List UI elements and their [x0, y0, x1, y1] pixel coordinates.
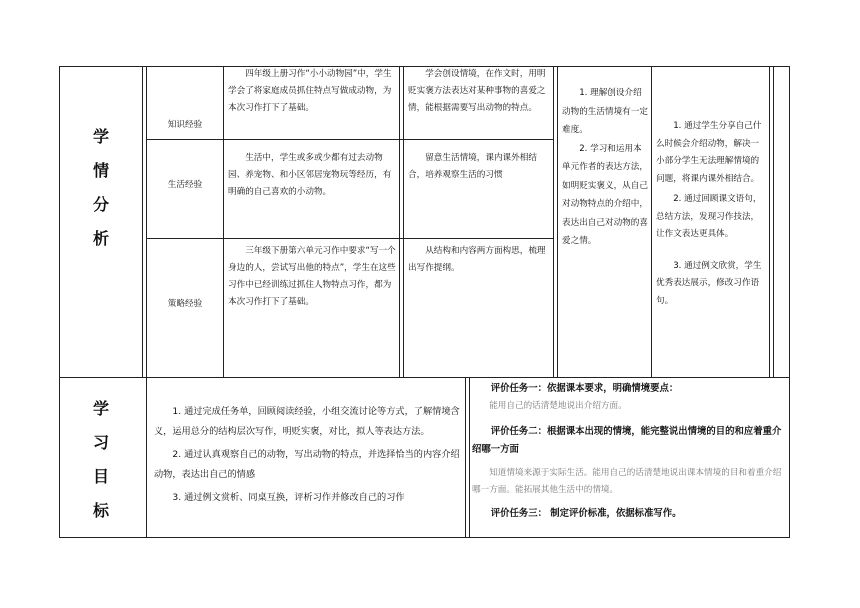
row-label-knowledge: 知识经验: [167, 120, 203, 130]
label-learning-goals: 学 习 目 标: [92, 399, 109, 520]
goal-item: 3. 通过例文赏析、同桌互换，评析习作并修改自己的习作: [172, 492, 405, 503]
goal-item: 2. 通过认真观察自己的动物，写出动物的特点，并选择恰当的内容介绍动物，表达出自己的情感: [154, 449, 460, 480]
strategy-goal-text: 从结构和内容两方面构思，梳理出写作提纲。: [408, 246, 546, 273]
row-label-strategy: 策略经验: [167, 299, 203, 309]
life-experience-text: 生活中，学生或多或少都有过去动物园、养宠物、和小区邻居宠物玩等经历，有明确的自己喜欢的小动物。: [228, 153, 392, 197]
goal-item: 1. 通过完成任务单，回顾阅读经验，小组交流讨论等方式，了解情境含义，运用总分的结构层次写作，明贬实褒，对比，拟人等表达方法。: [154, 406, 460, 437]
eval-task-2-desc: 知道情境来源于实际生活。能用自己的话清楚地说出课本情境的目和着重介绍哪一方面。能拓展其他生活中的情境。: [472, 468, 782, 495]
eval-task-3-head: 评价任务三： 制定评价标准，依据标准写作。: [490, 508, 682, 519]
evaluation-tasks: [472, 380, 786, 523]
knowledge-experience-text: 四年级上册习作“小小动物园”中，学生学会了将家庭成员抓住特点写做成动物，为本次习作打下了基础。: [228, 69, 392, 113]
eval-task-2-head: 评价任务二：根据课本出现的情境，能完整说出情境的目的和应着重介绍哪一方面: [472, 426, 782, 455]
label-learning-analysis: 学 情 分 析: [92, 127, 109, 248]
strategy-experience-text: 三年级下册第六单元习作中要求“写一个身边的人，尝试写出他的特点”，学生在这些习作中已经训练过抓住人物特点习作，都为本次习作打下了基础。: [228, 246, 396, 307]
learning-goals-list: [154, 402, 460, 508]
solution-text: 1. 通过学生分享自己什么时候会介绍动物，解决一小部分学生无法理解情境的问题，将课内课外相结合。 2. 通过回顾课文语句，总结方法，发现习作技法，让作文表达更具体。 3. 通过例文欣赏，学生优秀表达展示，修改习作语句。: [656, 121, 762, 306]
eval-task-1-head: 评价任务一：依据课本要求，明确情境要点：: [490, 383, 679, 394]
life-goal-text: 留意生活情境，课内课外相结合，培养观察生活的习惯: [408, 153, 537, 180]
knowledge-goal-text: 学会创设情境，在作文时，用明贬实褒方法表达对某种事物的喜爱之情，能根据需要写出动物的特点。: [408, 69, 546, 113]
eval-task-1-desc: 能用自己的话清楚地说出介绍方面。: [489, 401, 627, 411]
row-label-life: 生活经验: [167, 180, 203, 190]
difficulty-text: 1. 理解创设介绍动物的生活情境有一定难度。 2. 学习和运用本单元作者的表达方法，如明贬实褒义，从自己对动物特点的介绍中，表达出自己对动物的喜爱之情。: [562, 88, 648, 246]
